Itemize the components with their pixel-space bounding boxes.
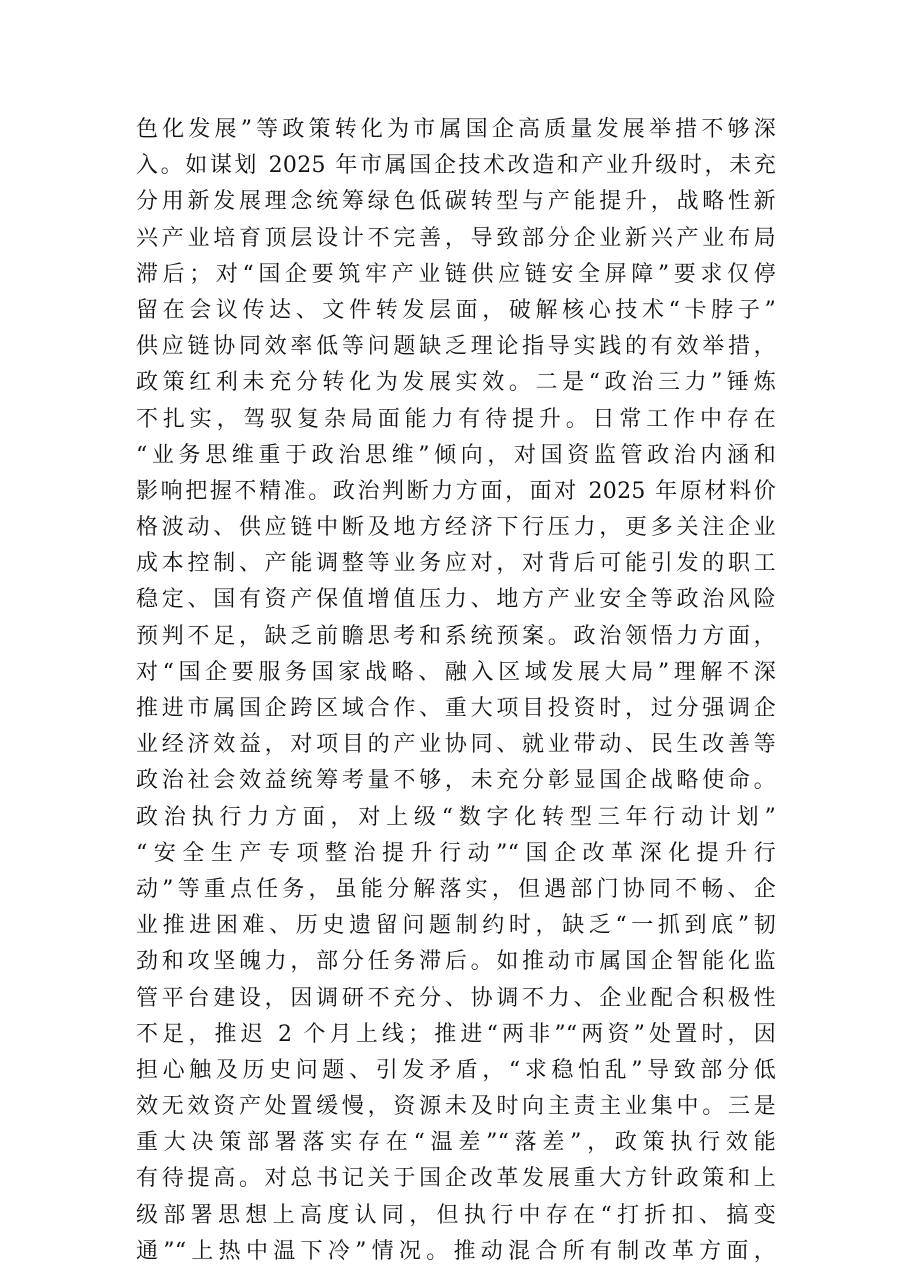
text-line: “业务思维重于政治思维”倾向，对国资监管政治内涵和: [136, 442, 776, 468]
text-line: 担心触及历史问题、引发矛盾，“求稳怕乱”导致部分低: [136, 1057, 776, 1083]
text-line: 格波动、供应链中断及地方经济下行压力，更多关注企业: [136, 515, 776, 541]
text-line: 级部署思想上高度认同，但执行中存在“打折扣、搞变: [136, 1202, 776, 1228]
text-line: 留在会议传达、文件转发层面，破解核心技术“卡脖子”: [136, 297, 776, 323]
text-line: 推进市属国企跨区域合作、重大项目投资时，过分强调企: [136, 696, 776, 721]
text-line: 业推进困难、历史遗留问题制约时，缺乏“一抓到底”韧: [136, 913, 776, 939]
text-line: 兴产业培育顶层设计不完善，导致部分企业新兴产业布局: [136, 225, 776, 251]
text-line: 劲和攻坚魄力，部分任务滞后。如推动市属国企智能化监: [136, 949, 776, 975]
text-line: 稳定、国有资产保值增值压力、地方产业安全等政治风险: [136, 587, 776, 613]
text-line: 有待提高。对总书记关于国企改革发展重大方针政策和上: [136, 1166, 776, 1192]
text-line: 滞后；对“国企要筑牢产业链供应链安全屏障”要求仅停: [136, 261, 776, 287]
text-line: 政策红利未充分转化为发展实效。二是“政治三力”锤炼: [136, 370, 776, 396]
text-line: 供应链协同效率低等问题缺乏理论指导实践的有效举措，: [136, 334, 776, 360]
text-line: 业经济效益，对项目的产业协同、就业带动、民生改善等: [136, 732, 776, 758]
text-line: 分用新发展理念统筹绿色低碳转型与产能提升，战略性新: [136, 189, 776, 215]
text-line: 影响把握不精准。政治判断力方面，面对 2025 年原材料价: [136, 478, 776, 504]
text-line: 不足，推迟 2 个月上线；推进“两非”“两资”处置时，因: [136, 1021, 776, 1047]
text-line: 成本控制、产能调整等业务应对，对背后可能引发的职工: [136, 551, 776, 577]
text-line: 通”“上热中温下冷”情况。推动混合所有制改革方面，: [136, 1238, 776, 1264]
text-line: 重大决策部署落实存在“温差”“落差”，政策执行效能: [136, 1130, 776, 1156]
text-line: 不扎实，驾驭复杂局面能力有待提升。日常工作中存在: [136, 406, 776, 432]
text-line: 政治社会效益统筹考量不够，未充分彰显国企战略使命。: [136, 768, 776, 794]
text-line: 预判不足，缺乏前瞻思考和系统预案。政治领悟力方面，: [136, 623, 776, 649]
text-line: 效无效资产处置缓慢，资源未及时向主责主业集中。三是: [136, 1094, 776, 1120]
text-line: 动”等重点任务，虽能分解落实，但遇部门协同不畅、企: [136, 876, 776, 902]
text-line: 管平台建设，因调研不充分、协调不力、企业配合积极性: [136, 985, 776, 1011]
body-text: [136, 112, 776, 1270]
text-line: 对“国企要服务国家战略、融入区域发展大局”理解不深: [136, 659, 776, 685]
text-line: “安全生产专项整治提升行动”“国企改革深化提升行: [136, 840, 776, 866]
text-line: 政治执行力方面，对上级“数字化转型三年行动计划”: [136, 804, 776, 830]
text-line: 色化发展”等政策转化为市属国企高质量发展举措不够深: [136, 117, 776, 142]
text-line: 入。如谋划 2025 年市属国企技术改造和产业升级时，未充: [136, 153, 776, 179]
